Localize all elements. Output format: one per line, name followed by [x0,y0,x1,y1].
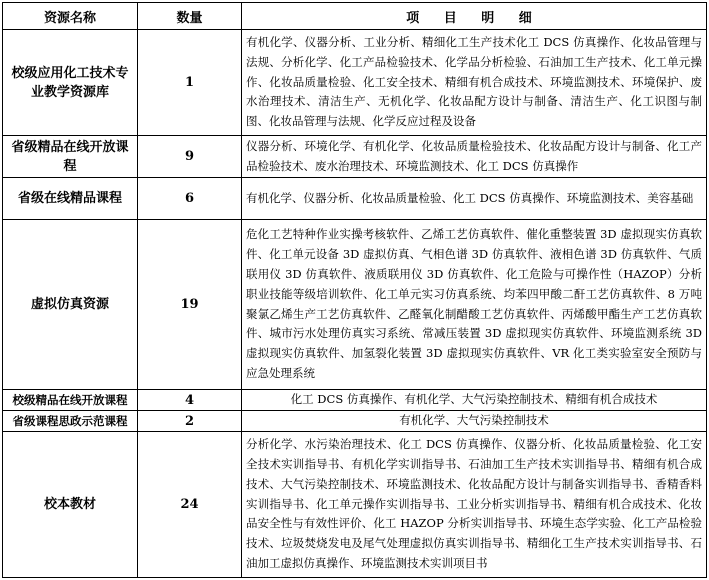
header-detail: 项 目 明 细 [242,3,707,30]
resource-name: 校本教材 [3,432,138,578]
table-row [3,220,707,390]
resource-count: 19 [138,220,242,390]
resource-detail: 分析化学、水污染治理技术、化工 DCS 仿真操作、仪器分析、化妆品质量检验、化工安全技术实训指导书、有机化学实训指导书、石油加工生产技术实训指导书、精细有机合成技术、大气污染控制技术、环境监测技术、化妆品配方设计与制备实训指导书、香精香料实训指导书、化工单元操作实训指导书、工业分析实训指导书、精细有机合成技术、化妆品安全性与有效性评价、化工 HAZOP 分析实训指导书、环境生态学实验、化工产品检验技术、垃圾焚烧发电及尾气处理虚拟仿真实训指导书、精细化工生产技术实训指导书、石油加工虚拟仿真操作、环境监测技术实训项目书 [242,432,707,578]
header-count: 数量 [138,3,242,30]
resource-detail: 化工 DCS 仿真操作、有机化学、大气污染控制技术、精细有机合成技术 [242,390,707,411]
resource-name: 省级精品在线开放课程 [3,136,138,178]
resource-count: 4 [138,390,242,411]
resource-name: 省级在线精品课程 [3,178,138,220]
resource-table [2,2,707,578]
table-row [3,136,707,178]
resource-detail: 仪器分析、环境化学、有机化学、化妆品质量检验技术、化妆品配方设计与制备、化工产品检验技术、废水治理技术、环境监测技术、化工 DCS 仿真操作 [242,136,707,178]
table-row [3,30,707,136]
table-row [3,390,707,411]
resource-name: 虚拟仿真资源 [3,220,138,390]
resource-detail: 有机化学、仪器分析、化妆品质量检验、化工 DCS 仿真操作、环境监测技术、美容基础 [242,178,707,220]
resource-name: 校级应用化工技术专业教学资源库 [3,30,138,136]
resource-count: 24 [138,432,242,578]
resource-detail: 有机化学、仪器分析、工业分析、精细化工生产技术化工 DCS 仿真操作、化妆品管理与法规、分析化学、化工产品检验技术、化学品分析检验、石油加工生产技术、化工单元操作、化妆品质量检验、化工安全技术、精细有机合成技术、环境监测技术、环境保护、废水治理技术、清洁生产、无机化学、化妆品配方设计与制备、清洁生产、化工识图与制图、化妆品管理与法规、化学反应过程及设备 [242,30,707,136]
header-name: 资源名称 [3,3,138,30]
resource-detail: 有机化学、大气污染控制技术 [242,411,707,432]
resource-name: 省级课程思政示范课程 [3,411,138,432]
table-header-row [3,3,707,30]
resource-detail: 危化工艺特种作业实操考核软件、乙烯工艺仿真软件、催化重整装置 3D 虚拟现实仿真软件、化工单元设备 3D 虚拟仿真、气相色谱 3D 仿真软件、液相色谱 3D 仿真软件、气质联用仪 3D 仿真软件、液质联用仪 3D 仿真软件、化工危险与可操作性（HAZOP）分析职业技能等级培训软件、化工单元实习仿真系统、均苯四甲酸二酐工艺仿真软件、8 万吨聚氯乙烯生产工艺仿真软件、乙醛氧化制醋酸工艺仿真软件、丙烯酸甲酯生产工艺仿真软件、城市污水处理仿真实习系统、常减压装置 3D 虚拟现实仿真软件、环境监测系统 3D 虚拟现实仿真软件、加氢裂化装置 3D 虚拟现实仿真软件、VR 化工类实验室安全预防与应急处理系统 [242,220,707,390]
table-row [3,432,707,578]
resource-count: 1 [138,30,242,136]
resource-count: 6 [138,178,242,220]
table-row [3,411,707,432]
resource-name: 校级精品在线开放课程 [3,390,138,411]
table-row [3,178,707,220]
resource-count: 9 [138,136,242,178]
resource-count: 2 [138,411,242,432]
